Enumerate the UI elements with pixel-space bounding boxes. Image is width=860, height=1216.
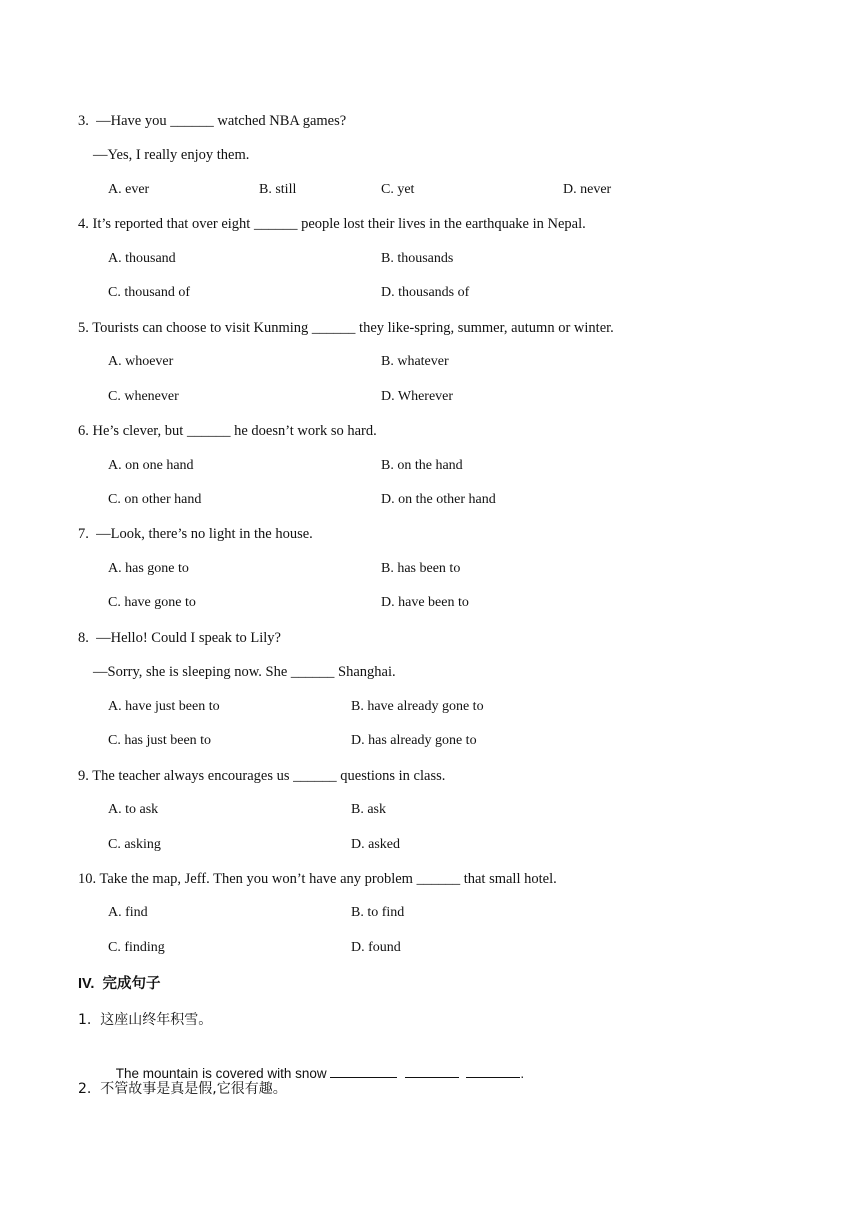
question-8-stem: 8. —Hello! Could I speak to Lily? <box>78 630 281 646</box>
question-10-option-c: C. finding <box>108 940 165 955</box>
question-6-stem: 6. He’s clever, but ______ he doesn’t work so hard. <box>78 423 377 439</box>
question-5-option-b: B. whatever <box>381 354 449 369</box>
question-10-option-d: D. found <box>351 940 401 955</box>
question-4-option-d: D. thousands of <box>381 285 470 300</box>
sentence-1-period: . <box>520 1066 525 1081</box>
question-3-reply: —Yes, I really enjoy them. <box>93 147 250 163</box>
question-5-option-a: A. whoever <box>108 354 174 369</box>
question-6-option-b: B. on the hand <box>381 458 463 473</box>
question-5-stem: 5. Tourists can choose to visit Kunming ______ they like-spring, summer, autumn or winter. <box>78 320 614 336</box>
question-8-option-d: D. has already gone to <box>351 733 477 748</box>
question-3-option-c: C. yet <box>381 182 415 197</box>
question-8-option-c: C. has just been to <box>108 733 212 748</box>
answer-blank-2[interactable] <box>405 1063 459 1078</box>
sentence-1-chinese: 1. 这座山终年积雪。 <box>78 1012 213 1028</box>
question-9-option-d: D. asked <box>351 837 400 852</box>
question-8-option-b: B. have already gone to <box>351 699 484 714</box>
answer-blank-1[interactable] <box>330 1063 397 1078</box>
question-6-option-d: D. on the other hand <box>381 492 496 507</box>
question-3-option-b: B. still <box>259 182 297 197</box>
question-9-stem: 9. The teacher always encourages us ______ questions in class. <box>78 768 446 784</box>
question-3-stem: 3. —Have you ______ watched NBA games? <box>78 113 347 129</box>
question-3-option-a: A. ever <box>108 182 150 197</box>
question-3-option-d: D. never <box>563 182 612 197</box>
question-5-option-c: C. whenever <box>108 389 179 404</box>
question-7-option-c: C. have gone to <box>108 595 196 610</box>
question-9-option-b: B. ask <box>351 802 386 817</box>
question-7-option-a: A. has gone to <box>108 561 189 576</box>
question-8-reply: —Sorry, she is sleeping now. She ______ Shanghai. <box>93 664 396 680</box>
question-4-option-a: A. thousand <box>108 251 176 266</box>
section-iv-heading: IV. 完成句子 <box>78 976 161 992</box>
sentence-2-chinese: 2. 不管故事是真是假,它很有趣。 <box>78 1081 287 1097</box>
question-5-option-d: D. Wherever <box>381 389 454 404</box>
question-10-option-b: B. to find <box>351 905 405 920</box>
question-9-option-a: A. to ask <box>108 802 159 817</box>
answer-blank-3[interactable] <box>466 1063 520 1078</box>
question-10-option-a: A. find <box>108 905 148 920</box>
question-4-option-c: C. thousand of <box>108 285 191 300</box>
question-4-stem: 4. It’s reported that over eight ______ people lost their lives in the earthquake in Nepal. <box>78 216 586 232</box>
question-7-option-b: B. has been to <box>381 561 461 576</box>
question-9-option-c: C. asking <box>108 837 161 852</box>
question-7-stem: 7. —Look, there’s no light in the house. <box>78 526 313 542</box>
question-8-option-a: A. have just been to <box>108 699 220 714</box>
question-4-option-b: B. thousands <box>381 251 454 266</box>
sentence-1-text: The mountain is covered with snow <box>115 1066 331 1081</box>
question-10-stem: 10. Take the map, Jeff. Then you won’t have any problem ______ that small hotel. <box>78 871 557 887</box>
question-7-option-d: D. have been to <box>381 595 469 610</box>
question-6-option-a: A. on one hand <box>108 458 194 473</box>
question-6-option-c: C. on other hand <box>108 492 202 507</box>
